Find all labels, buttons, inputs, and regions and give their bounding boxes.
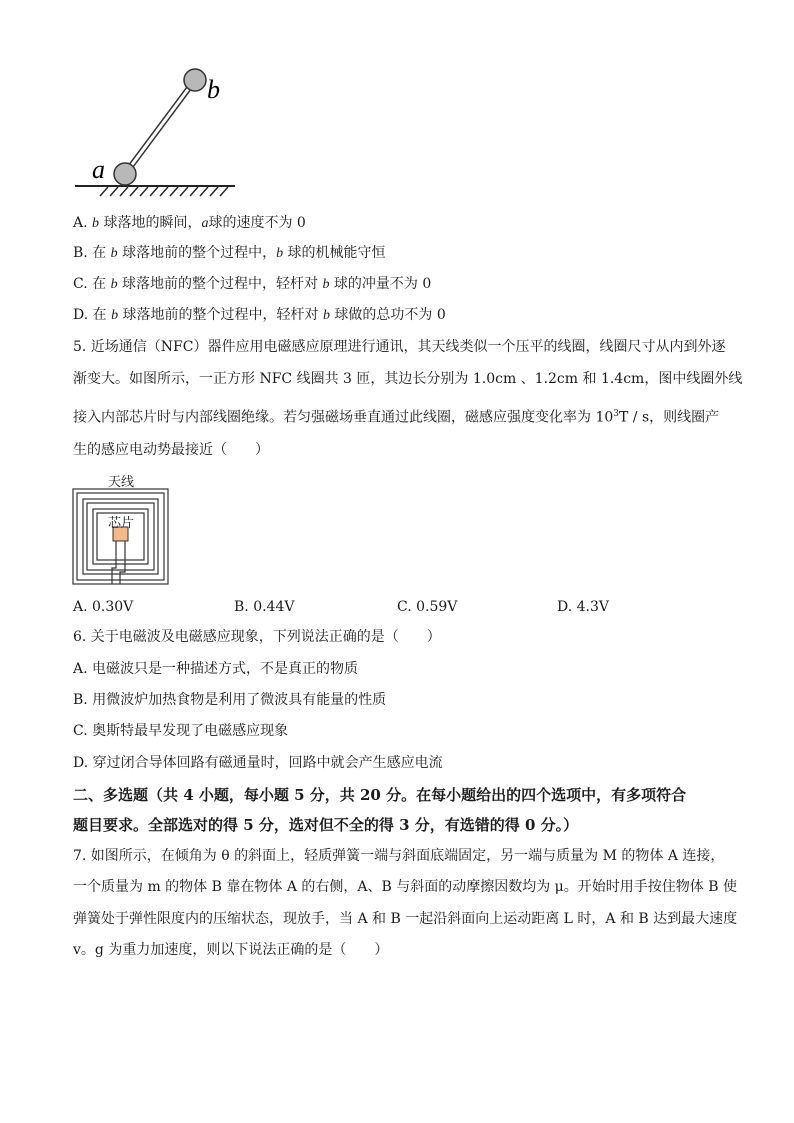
q6-stem: 6. 关于电磁波及电磁感应现象，下列说法正确的是（ ） xyxy=(73,629,441,645)
nfc-coil-figure xyxy=(72,488,172,588)
q4-option-d: D. 在 b 球落地前的整个过程中，轻杆对 b 球做的总功不为 0 xyxy=(73,307,446,323)
q7-stem-line3: 弹簧处于弹性限度内的压缩状态，现放手，当 A 和 B 一起沿斜面向上运动距离 L 时，A 和 B 达到最大速度 xyxy=(73,911,738,927)
q7-stem-line1: 7. 如图所示，在倾角为 θ 的斜面上，轻质弹簧一端与斜面底端固定，另一端与质量为 M 的物体 A 连接， xyxy=(73,848,725,864)
q5-option-d: D. 4.3V xyxy=(557,599,610,615)
q5-stem-line4: 生的感应电动势最接近（ ） xyxy=(73,442,269,458)
section-heading-line1: 二、多选题（共 4 小题，每小题 5 分，共 20 分。在每小题给出的四个选项中，有多项符合 xyxy=(73,786,687,804)
q5-stem-line3: 接入内部芯片时与内部线圈绝缘。若匀强磁场垂直通过此线圈，磁感应强度变化率为 $10^3T$ / s，则线圈产 xyxy=(73,409,720,426)
q4-option-a: A. b 球落地的瞬间，a球的速度不为 0 xyxy=(73,215,306,231)
q6-option-b: B. 用微波炉加热食物是利用了微波具有能量的性质 xyxy=(73,692,387,708)
rod xyxy=(125,80,195,174)
q7-stem-line4: v。g 为重力加速度，则以下说法正确的是（ ） xyxy=(73,942,389,958)
q4-option-c: C. 在 b 球落地前的整个过程中，轻杆对 b 球的冲量不为 0 xyxy=(73,276,432,292)
q6-option-d: D. 穿过闭合导体回路有磁通量时，回路中就会产生感应电流 xyxy=(73,755,443,771)
ball-a xyxy=(114,163,136,185)
label-a: a xyxy=(92,155,105,184)
ball-b xyxy=(184,69,206,91)
q5-option-a: A. 0.30V xyxy=(73,599,134,615)
q7-stem-line2: 一个质量为 m 的物体 B 靠在物体 A 的右侧，A、B 与斜面的动摩擦因数均为 μ。开始时用手按住物体 B 使 xyxy=(73,879,737,895)
q5-option-c: C. 0.59V xyxy=(397,599,458,615)
q4-option-b: B. 在 b 球落地前的整个过程中，b 球的机械能守恒 xyxy=(73,245,386,261)
nfc-antenna-label: 天线 xyxy=(108,475,135,490)
label-b: b xyxy=(207,75,220,104)
q5-stem-line2: 渐变大。如图所示，一正方形 NFC 线圈共 3 匝，其边长分别为 1.0cm 、1.2cm 和 1.4cm，图中线圈外线 xyxy=(73,371,743,387)
rod-balls-figure xyxy=(70,62,250,202)
q5-stem-line1: 5. 近场通信（NFC）器件应用电磁感应原理进行通讯，其天线类似一个压平的线圈，线圈尺寸从内到外逐 xyxy=(73,339,726,355)
section-heading-line2: 题目要求。全部选对的得 5 分，选对但不全的得 3 分，有选错的得 0 分。） xyxy=(73,816,579,834)
q6-option-a: A. 电磁波只是一种描述方式，不是真正的物质 xyxy=(73,661,359,677)
nfc-chip-label: 芯片 xyxy=(108,516,135,531)
ground-hatching xyxy=(100,187,228,196)
q5-option-b: B. 0.44V xyxy=(234,599,295,615)
q6-option-c: C. 奥斯特最早发现了电磁感应现象 xyxy=(73,723,289,739)
